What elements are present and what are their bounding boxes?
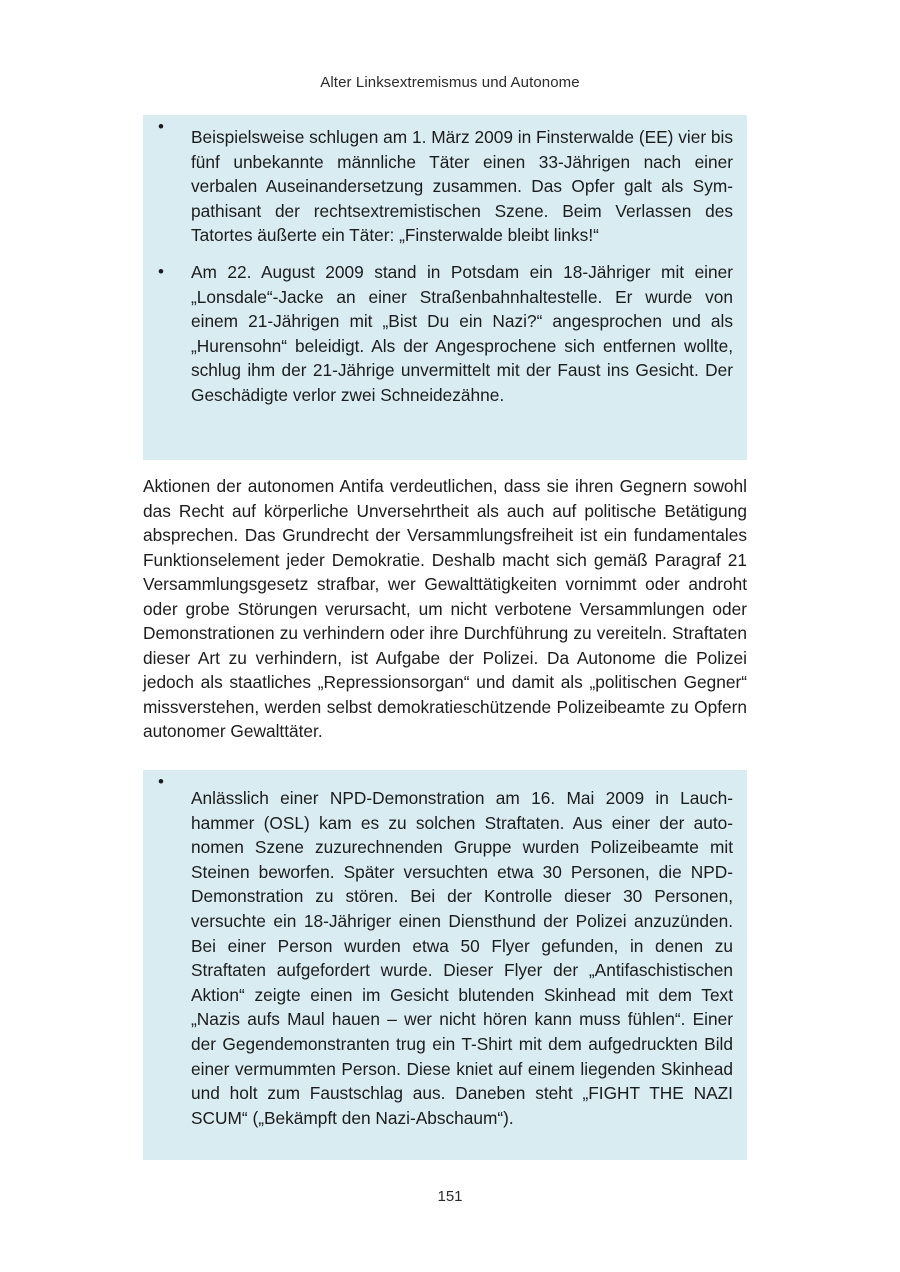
highlight-box-top [143, 115, 747, 460]
bullet-item [143, 260, 747, 408]
running-header: Alter Linksextremismus und Autonome [320, 74, 580, 91]
bullet-text: Beispielsweise schlugen am 1. März 2009 in Finsterwalde (EE) vier bis fünf unbekannte männliche Täter einen 33-Jährigen nach einer verbalen Auseinandersetzung zusammen. Das Opfer galt als Sympathisant der rechtsextremistischen Szene. Beim Verlassen des Tatortes äußerte ein Täter: „Finsterwalde bleibt links!“ [191, 127, 733, 246]
bullet-item [143, 770, 747, 1130]
bullet-text: Am 22. August 2009 stand in Potsdam ein 18-Jähriger mit einer „Lonsdale“-Jacke an einer Straßenbahnhaltestelle. Er wurde von einem 21-Jährigen mit „Bist Du ein Nazi?“ angesprochen und als „Hurensohn“ beleidigt. Als der Angesprochene sich entfernen wollte, schlug ihm der 21-Jährige unvermittelt mit der Faust ins Gesicht. Der Geschädigte verlor zwei Schneidezähne. [191, 261, 733, 405]
bullet-item [143, 115, 747, 248]
highlight-box-bottom [143, 770, 747, 1160]
bullet-marker: • [158, 261, 164, 281]
bullet-text: Anlässlich einer NPD-Demonstration am 16. Mai 2009 in Lauchhammer (OSL) kam es zu solchen Straftaten. Aus einer der autonomen Szene zuzurechnenden Gruppe wurden Polizeibeamte mit Steinen beworfen. Später versuchten etwa 30 Personen, die NPD-Demonstration zu stören. Bei der Kontrolle dieser 30 Personen, versuchte ein 18-Jähriger einen Diensthund der Polizei anzuzünden. Bei einer Person wurden etwa 50 Flyer gefunden, in denen zu Straftaten aufgefordert wurde. Dieser Flyer der „Antifaschistischen Aktion“ zeigte einen im Gesicht blutenden Skinhead mit dem Text „Nazis aufs Maul hauen – wer nicht hören kann muss fühlen“. Einer der Gegendemonstranten trug ein T-Shirt mit dem aufgedruckten Bild einer vermummten Person. Diese kniet auf einem liegenden Skinhead und holt zum Faustschlag aus. Daneben steht „FIGHT THE NAZI SCUM“ („Bekämpft den Nazi-Abschaum“). [191, 788, 733, 1128]
body-paragraph: Aktionen der autonomen Antifa verdeutlichen, dass sie ihren Gegnern sowohl das Recht auf körperliche Unversehrtheit als auch auf politische Betätigung absprechen. Das Grundrecht der Versammlungsfreiheit ist ein fundamentales Funktionselement jeder Demokratie. Deshalb macht sich gemäß Paragraf 21 Versammlungsgesetz strafbar, wer Gewalttätigkeiten vornimmt oder androht oder grobe Störungen verursacht, um nicht verbotene Versammlungen oder Demonstrationen zu verhindern oder ihre Durchführung zu vereiteln. Straftaten dieser Art zu verhindern, ist Aufgabe der Polizei. Da Autonome die Polizei jedoch als staatliches „Repressionsorgan“ und damit als „politischen Gegner“ missverstehen, werden selbst demokratieschützende Polizeibeamte zu Opfern autonomer Gewalttäter. [143, 476, 747, 741]
bullet-marker: • [158, 772, 164, 791]
page-number: 151 [437, 1188, 463, 1205]
bullet-marker: • [158, 117, 164, 136]
